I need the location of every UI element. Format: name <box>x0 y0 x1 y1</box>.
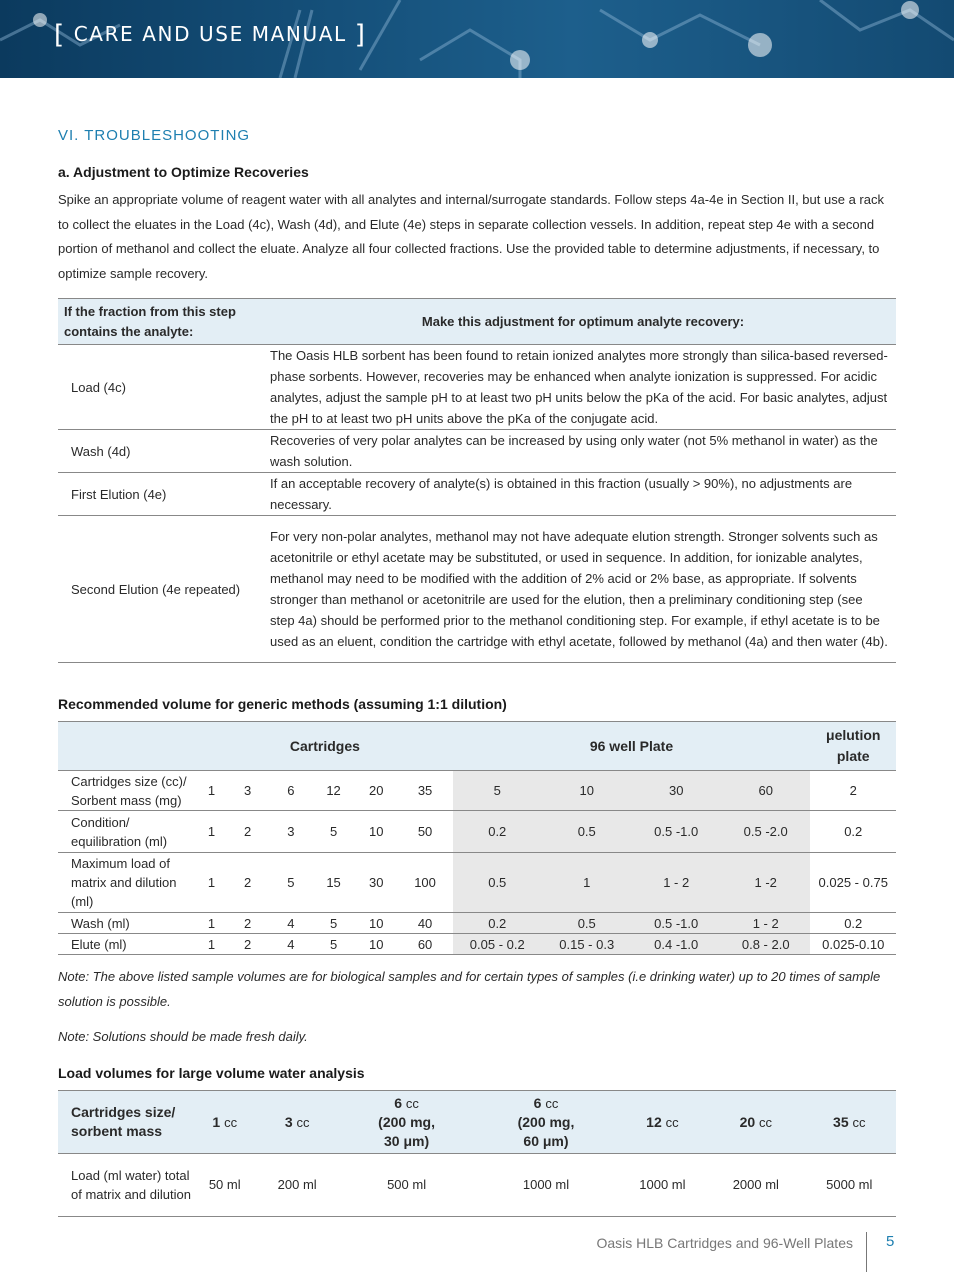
bracket-open: [ <box>54 20 66 50</box>
step-cell: Second Elution (4e repeated) <box>58 516 270 663</box>
value-cell: 10 <box>355 934 398 955</box>
value-cell: 0.2 <box>810 811 896 853</box>
size-detail: (200 mg, 30 μm) <box>378 1113 435 1149</box>
value-cell: 2 <box>226 913 270 934</box>
value-cell: 35 <box>398 771 453 811</box>
footer-product-name: Oasis HLB Cartridges and 96-Well Plates <box>596 1235 853 1251</box>
value-cell: 5 <box>312 811 355 853</box>
value-cell: 0.5 -1.0 <box>631 811 720 853</box>
value-cell: 0.025-0.10 <box>810 934 896 955</box>
value-cell: 0.5 <box>542 811 631 853</box>
load-value-cell: 200 ml <box>257 1154 336 1217</box>
size-unit: cc <box>224 1114 238 1130</box>
value-cell: 60 <box>721 771 810 811</box>
table-row <box>58 934 896 955</box>
size-value: 6 <box>394 1094 403 1111</box>
value-cell: 2 <box>226 853 270 913</box>
intro-paragraph: Spike an appropriate volume of reagent water with all analytes and internal/surrogate standards. Follow steps 4a-4e in Section II, but use a rack to collect the eluates in the Load (4c), Wash (4d), and Elute (4e) steps in separate collection vessels. In addition, repeat step 4e with a second portion of methanol and collect the eluate. Analyze all four collected fractions. Use the provided table to determine adjustments, if necessary, to optimize sample recovery. <box>58 192 884 281</box>
value-cell: 0.2 <box>453 913 542 934</box>
value-cell: 0.4 -1.0 <box>631 934 720 955</box>
step-cell: Load (4c) <box>58 345 270 430</box>
table-row <box>58 853 896 913</box>
value-cell: 1 <box>197 811 225 853</box>
size-value: 1 <box>212 1113 221 1130</box>
note-fresh: Note: Solutions should be made fresh daily. <box>58 1029 308 1044</box>
row-label: Condition/ equilibration (ml) <box>58 811 197 853</box>
blank-header <box>58 722 197 771</box>
table-row <box>58 811 896 853</box>
value-cell: 5 <box>270 853 313 913</box>
size-value: 3 <box>284 1113 293 1130</box>
value-cell: 4 <box>270 913 313 934</box>
value-cell: 2 <box>226 934 270 955</box>
table-header-row <box>58 1091 896 1154</box>
header-banner <box>0 0 954 78</box>
size-unit: cc <box>405 1095 419 1111</box>
size-column-header <box>476 1091 615 1154</box>
table-row <box>58 345 896 430</box>
value-cell: 6 <box>270 771 313 811</box>
row-label: Elute (ml) <box>58 934 197 955</box>
size-column-header <box>709 1091 802 1154</box>
value-cell: 1 -2 <box>721 853 810 913</box>
troubleshooting-table <box>58 298 896 663</box>
value-cell: 0.5 -1.0 <box>631 913 720 934</box>
load-section-title: Load volumes for large volume water analysis <box>58 1065 365 1081</box>
adjustment-cell: If an acceptable recovery of analyte(s) is obtained in this fraction (usually > 90%), no adjustments are necessary. <box>270 473 896 516</box>
value-cell: 0.8 - 2.0 <box>721 934 810 955</box>
value-cell: 0.2 <box>810 913 896 934</box>
volume-section-title: Recommended volume for generic methods (assuming 1:1 dilution) <box>58 696 507 712</box>
size-detail: (200 mg, 60 μm) <box>517 1113 575 1149</box>
load-value-cell: 1000 ml <box>476 1154 615 1217</box>
row-label: Wash (ml) <box>58 913 197 934</box>
size-unit: cc <box>665 1114 679 1130</box>
size-column-header <box>257 1091 336 1154</box>
table-header-row <box>58 299 896 345</box>
size-value: 35 <box>833 1113 849 1130</box>
table-header-row <box>58 722 896 771</box>
step-cell: First Elution (4e) <box>58 473 270 516</box>
volume-table-body <box>58 771 896 955</box>
value-cell: 60 <box>398 934 453 955</box>
value-cell: 5 <box>453 771 542 811</box>
load-value-cell: 500 ml <box>337 1154 476 1217</box>
cartridges-header: Cartridges <box>197 722 452 771</box>
value-cell: 1 - 2 <box>631 853 720 913</box>
load-value-cell: 2000 ml <box>709 1154 802 1217</box>
volume-table <box>58 721 896 955</box>
size-column-header <box>803 1091 896 1154</box>
uelution-header: μelution plate <box>810 722 896 771</box>
column-header: If the fraction from this step contains the analyte: <box>58 299 270 345</box>
value-cell: 10 <box>542 771 631 811</box>
value-cell: 5 <box>312 913 355 934</box>
well-plate-header: 96 well Plate <box>453 722 811 771</box>
section-title: VI. TROUBLESHOOTING <box>58 127 251 144</box>
size-value: 20 <box>739 1113 756 1130</box>
size-value: 6 <box>533 1094 542 1111</box>
size-column-header <box>192 1091 257 1154</box>
size-unit: cc <box>759 1114 773 1130</box>
load-value-cell: 1000 ml <box>616 1154 709 1217</box>
load-value-cell: 5000 ml <box>803 1154 896 1217</box>
table-row <box>58 430 896 473</box>
header-title <box>54 18 366 48</box>
bracket-close: ] <box>354 20 367 50</box>
value-cell: 3 <box>226 771 270 811</box>
value-cell: 30 <box>631 771 720 811</box>
adjustment-cell: For very non-polar analytes, methanol may not have adequate elution strength. Stronger solvents such as acetonitrile or ethyl acetate may be substituted, or used in sequence. In addition, for ionizable analytes, methanol may need to be modified with the addition of 2% acid or 2% base, as appropriate. If solvents stronger than methanol or acetonitrile are used for the elution, then a preliminary conditioning step (see step 4a) should be performed prior to the methanol conditioning step. For example, if ethyl acetate is to be used as an eluent, condition the cartridge with ethyl acetate, followed by methanol (4a) and then water (4b). <box>270 516 896 663</box>
step-cell: Wash (4d) <box>58 430 270 473</box>
value-cell: 0.05 - 0.2 <box>453 934 542 955</box>
table-row <box>58 771 896 811</box>
adjustment-cell: Recoveries of very polar analytes can be increased by using only water (not 5% methanol in water) as the wash solution. <box>270 430 896 473</box>
manual-title: CARE AND USE MANUAL <box>73 22 347 46</box>
value-cell: 0.15 - 0.3 <box>542 934 631 955</box>
table-row <box>58 473 896 516</box>
value-cell: 1 <box>197 853 225 913</box>
page-number: 5 <box>886 1233 895 1250</box>
row-label: Cartridges size (cc)/ Sorbent mass (mg) <box>58 771 197 811</box>
value-cell: 2 <box>810 771 896 811</box>
value-cell: 1 <box>197 913 225 934</box>
adjustment-cell: The Oasis HLB sorbent has been found to retain ionized analytes more strongly than silica-based reversed-phase sorbents. However, recoveries may be enhanced when analyte ionization is suppressed. For acidic analytes, adjust the sample pH to at least two pH units below the pKa of the acid. For basic analytes, adjust the pH to at least two pH units above the pKa of the conjugate acid. <box>270 345 896 430</box>
subsection-title: a. Adjustment to Optimize Recoveries <box>58 164 309 180</box>
value-cell: 20 <box>355 771 398 811</box>
value-cell: 0.2 <box>453 811 542 853</box>
value-cell: 1 - 2 <box>721 913 810 934</box>
table-row <box>58 913 896 934</box>
size-unit: cc <box>852 1114 866 1130</box>
value-cell: 0.5 <box>453 853 542 913</box>
note-biological: Note: The above listed sample volumes are for biological samples and for certain types of samples (i.e drinking water) up to 20 times of sample solution is possible. <box>58 969 881 1009</box>
size-column-header <box>616 1091 709 1154</box>
value-cell: 1 <box>542 853 631 913</box>
table-row <box>58 1154 896 1217</box>
value-cell: 30 <box>355 853 398 913</box>
load-volume-table <box>58 1090 896 1217</box>
row-label: Maximum load of matrix and dilution (ml) <box>58 853 197 913</box>
value-cell: 12 <box>312 771 355 811</box>
value-cell: 3 <box>270 811 313 853</box>
size-label-header: Cartridges size/ sorbent mass <box>58 1091 192 1154</box>
load-value-cell: 50 ml <box>192 1154 257 1217</box>
value-cell: 10 <box>355 811 398 853</box>
value-cell: 1 <box>197 934 225 955</box>
load-row-label: Load (ml water) total of matrix and dilution <box>58 1154 192 1217</box>
size-value: 12 <box>646 1113 662 1130</box>
table-row <box>58 516 896 663</box>
value-cell: 10 <box>355 913 398 934</box>
value-cell: 1 <box>197 771 225 811</box>
value-cell: 5 <box>312 934 355 955</box>
value-cell: 15 <box>312 853 355 913</box>
size-unit: cc <box>296 1114 310 1130</box>
value-cell: 4 <box>270 934 313 955</box>
value-cell: 100 <box>398 853 453 913</box>
value-cell: 0.025 - 0.75 <box>810 853 896 913</box>
value-cell: 2 <box>226 811 270 853</box>
column-header: Make this adjustment for optimum analyte recovery: <box>270 299 896 345</box>
value-cell: 0.5 <box>542 913 631 934</box>
footer-divider <box>866 1232 867 1272</box>
value-cell: 0.5 -2.0 <box>721 811 810 853</box>
size-column-header <box>337 1091 476 1154</box>
value-cell: 50 <box>398 811 453 853</box>
size-unit: cc <box>545 1095 559 1111</box>
value-cell: 40 <box>398 913 453 934</box>
